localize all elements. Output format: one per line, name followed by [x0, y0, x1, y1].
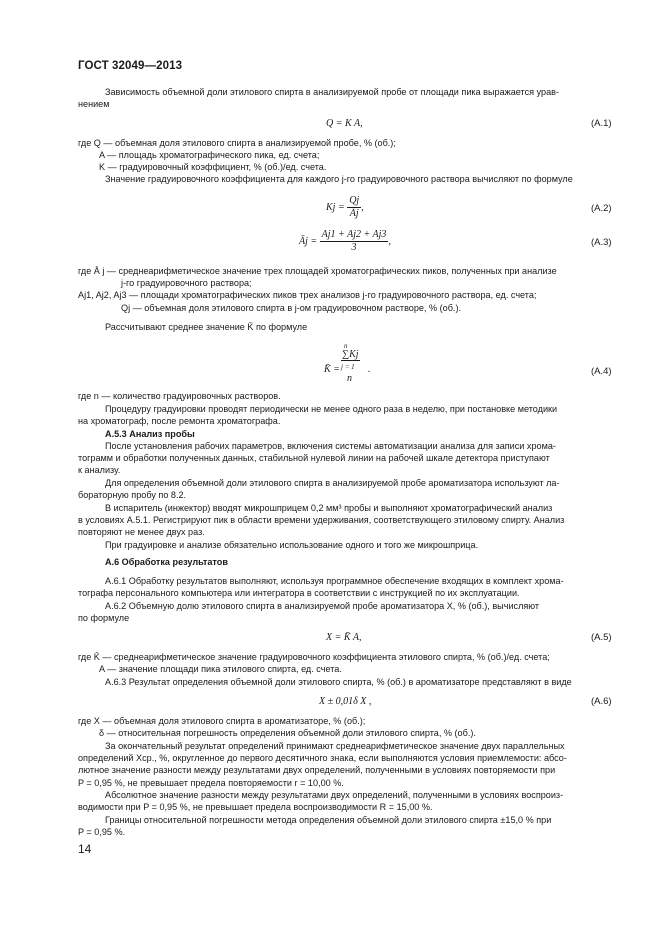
- formula-a2-fraction: [347, 195, 361, 220]
- formula-a4: [324, 342, 384, 386]
- definition-line: где Q — объемная доля этилового спирта в анализируемой пробе, % (об.);: [78, 138, 396, 148]
- text-line: водимости при P = 0,95 %, не превышает предела воспроизводимости R = 15,00 %.: [78, 802, 433, 812]
- text-line: нением: [78, 99, 110, 109]
- text-line: В испаритель (инжектор) вводят микрошприцем 0,2 мм³ пробы и выполняют хроматографический анализ: [105, 503, 553, 513]
- document-header: ГОСТ 32049—2013: [78, 60, 183, 72]
- formula-a4-label: (А.4): [591, 366, 612, 377]
- formula-a6-label: (А.6): [591, 696, 612, 707]
- definition-line: K — градуировочный коэффициент, % (об.)/ед. счета.: [99, 162, 327, 172]
- text-line: Для определения объемной доли этилового спирта в анализируемой пробе ароматизатора используют ла-: [105, 478, 560, 488]
- definition-line: где Ā j — среднеарифметическое значение трех площадей хроматографических пиков, полученных при анализе: [78, 266, 557, 276]
- definition-line: δ — относительная погрешность определения объемной доли этилового спирта, % (об.).: [99, 728, 476, 738]
- text-line: Рассчитывают среднее значение K̄ по формуле: [105, 322, 308, 332]
- text-line: Значение градуировочного коэффициента для каждого j-го градуировочного раствора вычисляют по формуле: [105, 174, 573, 184]
- text-line: лютное значение разности между результатами двух определений, полученными в условиях повторяемости при: [78, 765, 556, 775]
- formula-a6: X ± 0,01δ X ,: [319, 696, 372, 707]
- formula-a3-denominator: 3: [351, 242, 357, 253]
- text-line: Границы относительной погрешности метода определения объемной доли этилового спирта ±15,0 % при: [105, 815, 552, 825]
- text-line: После установления рабочих параметров, включения системы автоматизации анализа для записи хрома-: [105, 441, 556, 451]
- text-line: P = 0,95 %.: [78, 827, 126, 837]
- formula-a3-tail: ,: [388, 235, 391, 247]
- definition-line: где K̄ — среднеарифметическое значение градуировочного коэффициента этилового спирта, % (об.)/ед. счета;: [78, 652, 550, 662]
- formula-a4-sum-bottom: j = 1: [341, 363, 355, 371]
- formula-a4-sum: ∑Kj: [342, 349, 359, 360]
- text-line: Абсолютное значение разности между результатами двух определений, полученными в условиях воспроиз-: [105, 790, 564, 800]
- definition-line: где n — количество градуировочных растворов.: [78, 391, 281, 401]
- formula-a3-lhs: Āj =: [299, 235, 318, 247]
- formula-a3-numerator: Aj1 + Aj2 + Aj3: [321, 229, 387, 240]
- section-heading: А.6 Обработка результатов: [105, 557, 228, 567]
- text-line: тограмм и обработки полученных данных, стабильной нулевой линии на рабочей шкале детектора приступают: [78, 453, 550, 463]
- formula-a3-label: (А.3): [591, 237, 612, 248]
- formula-a5-label: (А.5): [591, 632, 612, 643]
- text-line: к анализу.: [78, 465, 121, 475]
- formula-a2-lhs: Kj =: [326, 201, 345, 213]
- formula-a2: [326, 195, 364, 220]
- formula-a2-denominator: Āj: [349, 208, 359, 219]
- text-line: бораторную пробу по 8.2.: [78, 490, 187, 500]
- formula-a4-denominator: n: [347, 373, 352, 384]
- formula-a4-tail: .: [368, 364, 371, 375]
- formula-a2-numerator: Qj: [349, 195, 360, 206]
- formula-a4-sum-top: n: [344, 342, 348, 350]
- formula-a4-lhs: K̄ =: [324, 364, 340, 375]
- text-line: А.6.1 Обработку результатов выполняют, используя программное обеспечение входящих в комплект хрома-: [105, 576, 564, 586]
- formula-a1: Q = K A,: [326, 118, 363, 129]
- formula-a5: X = K̄ A,: [326, 632, 362, 643]
- text-line: Зависимость объемной доли этилового спирта в анализируемой пробе от площади пика выражается урав-: [105, 87, 560, 97]
- text-line: определений Xср., %, округленное до первого десятичного знака, если выполняются условия приемлемости: абсо-: [78, 753, 567, 763]
- text-line: повторяют не менее двух раз.: [78, 527, 205, 537]
- text-line: При градуировке и анализе обязательно использование одного и того же микрошприца.: [105, 540, 479, 550]
- definition-line: A — значение площади пика этилового спирта, ед. счета.: [99, 664, 342, 674]
- text-line: А.6.2 Объемную долю этилового спирта в анализируемой пробе ароматизатора X, % (об.), вычисляют: [105, 601, 540, 611]
- text-line: на хроматограф, после ремонта хроматографа.: [78, 416, 281, 426]
- definition-line: Qj — объемная доля этилового спирта в j-ом градуировочном растворе, % (об.).: [121, 303, 462, 313]
- text-line: по формуле: [78, 613, 130, 623]
- formula-a2-label: (А.2): [591, 203, 612, 214]
- definition-line: Aj1, Aj2, Aj3 — площади хроматографических пиков трех анализов j-го градуировочного раствора, ед. счета;: [78, 290, 537, 300]
- page-number: 14: [78, 842, 92, 856]
- definition-line: где X — объемная доля этилового спирта в ароматизаторе, % (об.);: [78, 716, 366, 726]
- formula-a1-label: (А.1): [591, 118, 612, 129]
- text-line: тографа персонального компьютера или интегратора в соответствии с инструкцией по их эксплуатации.: [78, 588, 520, 598]
- formula-a2-tail: ,: [361, 201, 364, 213]
- section-heading: А.5.3 Анализ пробы: [105, 429, 195, 439]
- text-line: в условиях А.5.1. Регистрируют пик в области времени удерживания, соответствующего этиловому спирту. Анализ: [78, 515, 565, 525]
- text-line: P = 0,95 %, не превышает предела повторяемости r = 10,00 %.: [78, 778, 344, 788]
- text-line: За окончательный результат определений принимают среднеарифметическое значение двух параллельных: [105, 741, 565, 751]
- definition-line: A — площадь хроматографического пика, ед. счета;: [99, 150, 320, 160]
- definition-line: j-го градуировочного раствора;: [121, 278, 252, 288]
- formula-a3-fraction: [320, 229, 389, 254]
- formula-a3: [299, 229, 391, 254]
- text-line: А.6.3 Результат определения объемной доли этилового спирта, % (об.) в ароматизаторе представляют в виде: [105, 677, 572, 687]
- text-line: Процедуру градуировки проводят периодически не менее одного раза в неделю, при постановке методики: [105, 404, 558, 414]
